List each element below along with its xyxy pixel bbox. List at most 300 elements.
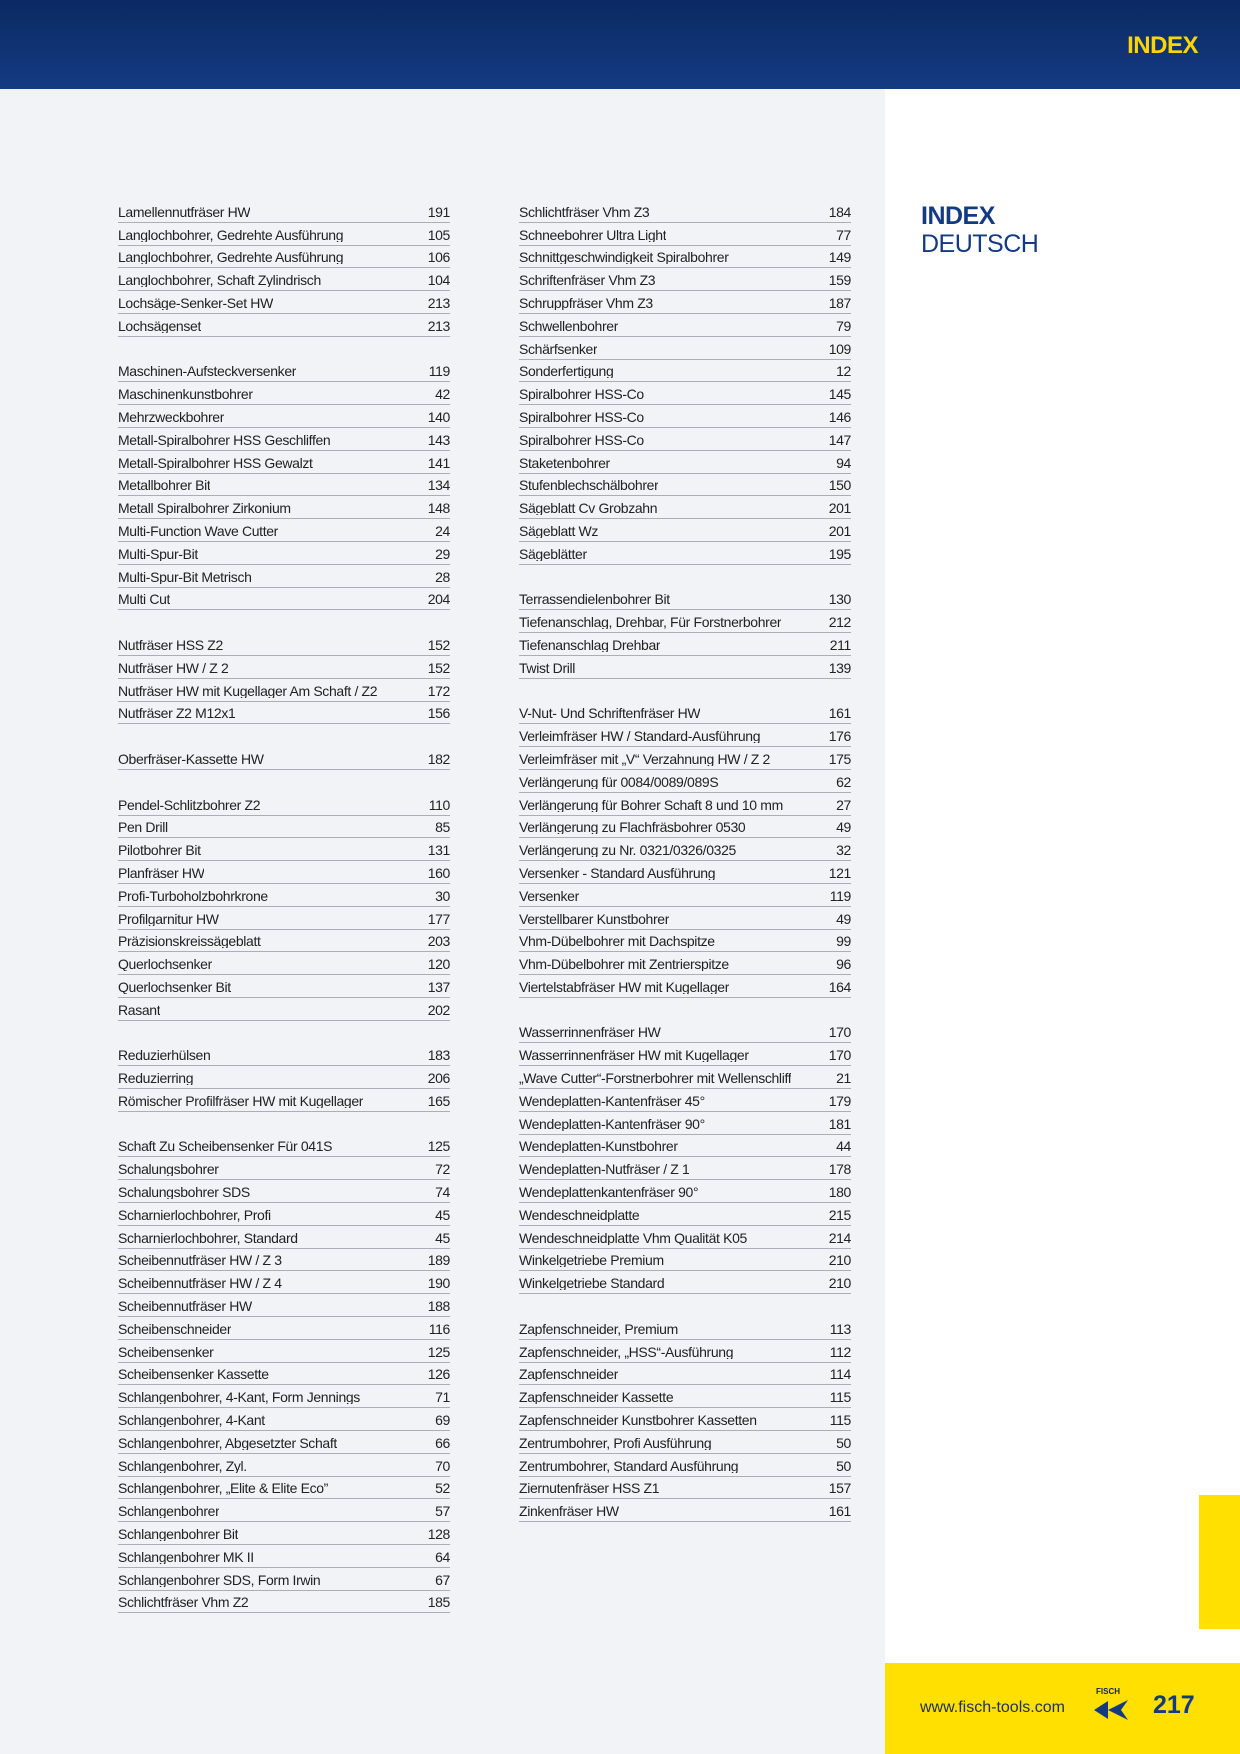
index-entry (519, 223, 851, 246)
index-entry (519, 1135, 851, 1158)
index-entry (519, 1226, 851, 1249)
index-entry-name: Schlangenbohrer, 4-Kant (118, 1413, 265, 1428)
header-title: INDEX (1127, 32, 1198, 59)
index-entry-page: 72 (435, 1161, 450, 1178)
index-entry-page: 128 (427, 1526, 450, 1543)
index-entry-name: Schneebohrer Ultra Light (519, 227, 667, 242)
index-entry-name: Planfräser HW (118, 865, 205, 880)
index-entry-name: Wendeplattenkantenfräser 90° (519, 1185, 699, 1200)
index-entry-page: 120 (427, 956, 450, 973)
index-entry-page: 66 (435, 1434, 450, 1451)
index-entry (519, 360, 851, 383)
index-entry (118, 1568, 450, 1591)
index-entry-page: 116 (428, 1320, 450, 1337)
index-entry-name: Sägeblatt Cv Grobzahn (519, 501, 658, 516)
index-entry-page: 104 (427, 272, 450, 289)
index-entry-page: 140 (427, 408, 450, 425)
index-entry (118, 268, 450, 291)
index-entry-name: Multi-Spur-Bit (118, 546, 198, 561)
index-entry (118, 474, 450, 497)
index-entry-name: Rasant (118, 1002, 161, 1017)
index-entry-name: Schruppfräser Vhm Z3 (519, 295, 653, 310)
index-entry-page: 177 (427, 910, 450, 927)
index-entry-page: 62 (836, 773, 851, 790)
index-entry-page: 130 (828, 591, 851, 608)
index-entry (519, 838, 851, 861)
index-entry-page: 210 (828, 1275, 851, 1292)
index-entry-page: 52 (435, 1480, 450, 1497)
index-entry-name: Sägeblatt Wz (519, 523, 599, 538)
index-entry-name: Wendeplatten-Nutfräser / Z 1 (519, 1162, 690, 1177)
index-entry-page: 189 (427, 1252, 450, 1269)
index-entry-page: 114 (829, 1366, 851, 1383)
index-entry-page: 42 (435, 386, 450, 403)
index-entry-page: 182 (427, 750, 450, 767)
index-entry (519, 1385, 851, 1408)
index-entry-name: Zapfenschneider Kassette (519, 1390, 674, 1405)
index-entry-name: Maschinenkunstbohrer (118, 387, 253, 402)
index-entry (519, 884, 851, 907)
index-entry-name: Wendeschneidplatte Vhm Qualität K05 (519, 1230, 747, 1245)
index-entry (519, 724, 851, 747)
index-entry-name: Winkelgetriebe Premium (519, 1253, 664, 1268)
index-entry-name: Langlochbohrer, Gedrehte Ausführung (118, 227, 344, 242)
index-entry (519, 747, 851, 770)
index-entry (519, 816, 851, 839)
index-entry (519, 474, 851, 497)
index-entry-name: Spiralbohrer HSS-Co (519, 432, 644, 447)
index-entry (519, 314, 851, 337)
index-entry-name: Pilotbohrer Bit (118, 843, 201, 858)
index-entry-page: 106 (427, 249, 450, 266)
index-entry (118, 1340, 450, 1363)
index-entry-page: 156 (427, 705, 450, 722)
index-entry (519, 496, 851, 519)
index-entry-name: Scheibennutfräser HW (118, 1299, 252, 1314)
index-entry-page: 115 (829, 1389, 851, 1406)
index-entry-page: 179 (828, 1092, 851, 1109)
index-entry-name: Scheibensenker (118, 1344, 214, 1359)
index-entry-page: 49 (836, 819, 851, 836)
index-entry (118, 1317, 450, 1340)
index-entry-name: Winkelgetriebe Standard (519, 1276, 665, 1291)
index-entry (118, 656, 450, 679)
index-entry-name: Lochsägenset (118, 318, 201, 333)
index-entry-name: Zinkenfräser HW (519, 1504, 619, 1519)
index-section-gap (519, 998, 851, 1021)
index-entry-page: 146 (828, 408, 851, 425)
index-entry-name: Zentrumbohrer, Profi Ausführung (519, 1435, 712, 1450)
index-entry-name: Multi-Function Wave Cutter (118, 523, 278, 538)
index-entry-page: 57 (435, 1503, 450, 1520)
index-entry-page: 69 (435, 1412, 450, 1429)
index-entry (519, 291, 851, 314)
index-entry (118, 1363, 450, 1386)
index-entry-name: Schwellenbohrer (519, 318, 619, 333)
index-entry (519, 861, 851, 884)
footer-url-link[interactable]: www.fisch-tools.com (920, 1699, 1065, 1716)
index-entry (519, 930, 851, 953)
index-entry-page: 152 (427, 659, 450, 676)
index-entry-name: Schlangenbohrer, Abgesetzter Schaft (118, 1435, 337, 1450)
index-entry-page: 113 (829, 1320, 851, 1337)
index-entry-page: 213 (427, 294, 450, 311)
index-entry (118, 1226, 450, 1249)
index-section-gap (519, 679, 851, 702)
index-entry-name: Querlochsenker Bit (118, 979, 231, 994)
index-section-gap (118, 610, 450, 633)
index-entry (519, 1157, 851, 1180)
index-entry-page: 45 (435, 1206, 450, 1223)
index-entry (519, 1203, 851, 1226)
header-bar (0, 0, 1240, 89)
index-entry-page: 160 (427, 864, 450, 881)
index-entry-page: 44 (836, 1138, 851, 1155)
index-entry-page: 161 (828, 705, 851, 722)
index-entry (118, 291, 450, 314)
index-entry (118, 246, 450, 269)
index-entry (118, 1408, 450, 1431)
index-entry-name: Maschinen-Aufsteckversenker (118, 364, 297, 379)
index-entry (519, 1021, 851, 1044)
index-entry (519, 1271, 851, 1294)
index-column-right (519, 200, 851, 1522)
index-entry-name: Schlangenbohrer, „Elite & Elite Eco” (118, 1481, 328, 1496)
index-entry (519, 1431, 851, 1454)
index-entry (118, 565, 450, 588)
index-entry-name: Profi-Turboholzbohrkrone (118, 888, 268, 903)
index-entry (519, 337, 851, 360)
index-entry-page: 148 (427, 500, 450, 517)
index-entry-name: Wasserrinnenfräser HW (519, 1025, 661, 1040)
index-entry (519, 952, 851, 975)
index-entry-name: Mehrzweckbohrer (118, 409, 225, 424)
index-entry (519, 1089, 851, 1112)
index-entry (118, 519, 450, 542)
index-entry-name: Wendeplatten-Kunstbohrer (519, 1139, 678, 1154)
index-entry-page: 190 (427, 1275, 450, 1292)
index-entry-name: Schlangenbohrer, Zyl. (118, 1458, 247, 1473)
index-entry (118, 1180, 450, 1203)
index-entry-name: Verstellbarer Kunstbohrer (519, 911, 670, 926)
index-entry-page: 28 (435, 568, 450, 585)
index-entry-name: Zapfenschneider (519, 1367, 619, 1382)
index-entry (118, 1157, 450, 1180)
index-entry-page: 201 (828, 522, 851, 539)
index-entry-page: 164 (828, 978, 851, 995)
index-entry-name: Terrassendielenbohrer Bit (519, 592, 670, 607)
index-entry-name: Tiefenanschlag, Drehbar, Für Forstnerbohrer (519, 615, 782, 630)
index-entry-name: Schlangenbohrer (118, 1504, 220, 1519)
index-entry-name: Staketenbohrer (519, 455, 610, 470)
index-entry (118, 1431, 450, 1454)
index-entry (118, 1043, 450, 1066)
index-entry-name: Langlochbohrer, Schaft Zylindrisch (118, 273, 321, 288)
index-entry-page: 201 (828, 500, 851, 517)
index-entry-page: 157 (828, 1480, 851, 1497)
index-entry-page: 70 (435, 1457, 450, 1474)
index-entry-page: 105 (427, 226, 450, 243)
index-entry-name: Wendeplatten-Kantenfräser 45° (519, 1093, 705, 1108)
index-entry-name: Scheibenschneider (118, 1321, 232, 1336)
index-entry (118, 1089, 450, 1112)
index-entry-name: Profilgarnitur HW (118, 911, 219, 926)
index-entry-name: Sägeblätter (519, 546, 587, 561)
index-entry-name: Multi-Spur-Bit Metrisch (118, 569, 252, 584)
index-entry-page: 96 (836, 956, 851, 973)
index-entry-name: Spiralbohrer HSS-Co (519, 387, 644, 402)
index-entry-page: 187 (828, 294, 851, 311)
index-entry-name: Oberfräser-Kassette HW (118, 751, 264, 766)
index-entry-page: 32 (836, 842, 851, 859)
index-column-left (118, 200, 450, 1613)
index-entry-name: Ziernutenfräser HSS Z1 (519, 1481, 660, 1496)
section-title (921, 202, 1038, 258)
index-entry-name: Verleimfräser HW / Standard-Ausführung (519, 729, 761, 744)
index-entry-name: Spiralbohrer HSS-Co (519, 409, 644, 424)
index-entry-page: 211 (829, 636, 851, 653)
index-entry-name: Lochsäge-Senker-Set HW (118, 295, 273, 310)
index-entry (118, 747, 450, 770)
index-entry-page: 195 (828, 545, 851, 562)
index-entry-name: Scheibennutfräser HW / Z 3 (118, 1253, 282, 1268)
chapter-tab-marker (1199, 1495, 1240, 1629)
index-section-gap (519, 565, 851, 588)
index-entry (519, 975, 851, 998)
index-section-gap (519, 1294, 851, 1317)
index-entry-page: 175 (828, 750, 851, 767)
index-entry (118, 679, 450, 702)
index-entry-page: 180 (828, 1184, 851, 1201)
index-entry-page: 188 (427, 1298, 450, 1315)
index-entry-page: 134 (427, 477, 450, 494)
index-entry-page: 71 (435, 1389, 450, 1406)
index-entry (519, 770, 851, 793)
index-entry (118, 588, 450, 611)
index-entry (118, 1294, 450, 1317)
index-entry-name: Zapfenschneider, Premium (519, 1321, 678, 1336)
index-entry-page: 149 (828, 249, 851, 266)
index-entry (519, 1112, 851, 1135)
index-entry (118, 542, 450, 565)
fisch-logo (1090, 1687, 1134, 1727)
index-entry-name: Vhm-Dübelbohrer mit Zentrierspitze (519, 957, 729, 972)
index-entry-name: Twist Drill (519, 660, 576, 675)
index-entry-name: Tiefenanschlag Drehbar (519, 637, 661, 652)
index-entry-name: „Wave Cutter“-Forstnerbohrer mit Wellenschliff (519, 1071, 792, 1086)
index-entry (519, 542, 851, 565)
index-entry-name: Schlangenbohrer, 4-Kant, Form Jennings (118, 1390, 360, 1405)
index-entry (519, 702, 851, 725)
index-entry-name: V-Nut- Und Schriftenfräser HW (519, 706, 701, 721)
index-entry-name: Zentrumbohrer, Standard Ausführung (519, 1458, 739, 1473)
index-entry-name: Versenker - Standard Ausführung (519, 865, 716, 880)
index-entry (519, 405, 851, 428)
index-entry (519, 1043, 851, 1066)
index-entry-page: 125 (427, 1343, 450, 1360)
index-entry-page: 64 (435, 1548, 450, 1565)
index-entry (118, 496, 450, 519)
index-entry (118, 1545, 450, 1568)
index-entry-page: 203 (427, 933, 450, 950)
index-entry (519, 1317, 851, 1340)
index-entry (519, 246, 851, 269)
index-entry (519, 428, 851, 451)
index-entry-name: Zapfenschneider Kunstbohrer Kassetten (519, 1413, 757, 1428)
fish-logo-icon (1094, 1699, 1130, 1721)
section-title-language: DEUTSCH (921, 230, 1039, 258)
index-entry-page: 94 (836, 454, 851, 471)
index-entry-name: Schlangenbohrer Bit (118, 1527, 239, 1542)
index-entry-page: 184 (828, 203, 851, 220)
index-entry (519, 1066, 851, 1089)
index-entry (519, 200, 851, 223)
index-entry-name: Versenker (519, 888, 579, 903)
index-entry-page: 206 (427, 1070, 450, 1087)
index-entry (118, 360, 450, 383)
index-entry-page: 119 (829, 887, 851, 904)
index-entry-name: Schalungsbohrer (118, 1162, 219, 1177)
index-entry-page: 29 (435, 545, 450, 562)
index-entry (118, 200, 450, 223)
index-entry-name: Stufenblechschälbohrer (519, 478, 659, 493)
index-entry (118, 428, 450, 451)
index-entry-name: Metallbohrer Bit (118, 478, 211, 493)
index-entry-page: 45 (435, 1229, 450, 1246)
index-entry-page: 212 (828, 614, 851, 631)
index-entry-name: Viertelstabfräser HW mit Kugellager (519, 979, 730, 994)
index-entry-name: Schlichtfräser Vhm Z2 (118, 1595, 249, 1610)
index-entry-name: Verlängerung für Bohrer Schaft 8 und 10 mm (519, 797, 783, 812)
index-entry-name: Scheibennutfräser HW / Z 4 (118, 1276, 282, 1291)
index-entry-page: 126 (427, 1366, 450, 1383)
index-entry-name: Nutfräser HW mit Kugellager Am Schaft / Z2 (118, 683, 378, 698)
index-entry-name: Schalungsbohrer SDS (118, 1185, 250, 1200)
index-entry (519, 1363, 851, 1386)
index-entry-page: 176 (828, 728, 851, 745)
index-entry-page: 109 (828, 340, 851, 357)
index-entry-page: 74 (435, 1184, 450, 1201)
index-entry-name: Zapfenschneider, „HSS“-Ausführung (519, 1344, 734, 1359)
index-entry-page: 143 (427, 431, 450, 448)
index-entry-page: 145 (828, 386, 851, 403)
index-entry-name: Metall-Spiralbohrer HSS Geschliffen (118, 432, 331, 447)
index-entry-page: 12 (836, 363, 851, 380)
index-entry-name: Schaft Zu Scheibensenker Für 041S (118, 1139, 333, 1154)
index-entry-page: 214 (828, 1229, 851, 1246)
index-entry (118, 1066, 450, 1089)
index-entry-name: Vhm-Dübelbohrer mit Dachspitze (519, 934, 715, 949)
index-entry-name: Metall Spiralbohrer Zirkonium (118, 501, 291, 516)
index-entry-name: Verlängerung zu Flachfräsbohrer 0530 (519, 820, 746, 835)
index-entry-name: Wendeschneidplatte (519, 1207, 640, 1222)
index-entry-name: Schlichtfräser Vhm Z3 (519, 204, 650, 219)
index-entry-page: 191 (427, 203, 450, 220)
index-entry (118, 1454, 450, 1477)
index-section-gap (118, 724, 450, 747)
index-entry-page: 85 (435, 819, 450, 836)
index-entry (519, 793, 851, 816)
index-entry (118, 702, 450, 725)
index-entry (519, 610, 851, 633)
index-entry-page: 119 (428, 363, 450, 380)
logo-brand-text: FISCH (1096, 1687, 1120, 1696)
index-entry-page: 147 (828, 431, 851, 448)
index-entry (519, 382, 851, 405)
index-entry-page: 30 (435, 887, 450, 904)
index-entry-name: Präzisionskreissägeblatt (118, 934, 261, 949)
index-entry-name: Scharnierlochbohrer, Profi (118, 1207, 271, 1222)
index-entry (118, 633, 450, 656)
index-entry (118, 861, 450, 884)
index-entry-name: Pen Drill (118, 820, 168, 835)
index-entry (519, 1408, 851, 1431)
index-entry-page: 21 (836, 1070, 851, 1087)
index-entry-name: Nutfräser Z2 M12x1 (118, 706, 236, 721)
index-entry-name: Wendeplatten-Kantenfräser 90° (519, 1116, 705, 1131)
index-entry-page: 49 (836, 910, 851, 927)
index-entry (118, 952, 450, 975)
index-entry (118, 1499, 450, 1522)
index-entry-name: Verlängerung für 0084/0089/089S (519, 774, 719, 789)
index-entry-page: 159 (828, 272, 851, 289)
index-entry (118, 1271, 450, 1294)
index-entry-page: 137 (427, 978, 450, 995)
index-entry-name: Schnittgeschwindigkeit Spiralbohrer (519, 250, 729, 265)
index-entry (519, 268, 851, 291)
index-section-gap (118, 770, 450, 793)
index-entry-page: 185 (427, 1594, 450, 1611)
index-entry (118, 1135, 450, 1158)
index-entry-name: Metall-Spiralbohrer HSS Gewalzt (118, 455, 313, 470)
index-section-gap (118, 1112, 450, 1135)
index-section-gap (118, 337, 450, 360)
index-entry-name: Querlochsenker (118, 957, 212, 972)
index-entry-page: 183 (427, 1047, 450, 1064)
index-entry-page: 27 (836, 796, 851, 813)
index-entry-name: Schriftenfräser Vhm Z3 (519, 273, 656, 288)
index-entry-page: 141 (427, 454, 450, 471)
index-entry-name: Reduzierhülsen (118, 1048, 211, 1063)
index-entry-page: 181 (828, 1115, 851, 1132)
index-entry (118, 884, 450, 907)
index-entry (118, 1203, 450, 1226)
index-entry-page: 67 (435, 1571, 450, 1588)
index-entry (519, 1340, 851, 1363)
index-entry-page: 215 (828, 1206, 851, 1223)
index-entry-page: 213 (427, 317, 450, 334)
index-entry (118, 223, 450, 246)
index-entry-page: 178 (828, 1161, 851, 1178)
index-entry-page: 115 (829, 1412, 851, 1429)
index-entry-page: 170 (828, 1047, 851, 1064)
index-entry (519, 1477, 851, 1500)
index-entry (118, 1477, 450, 1500)
index-entry-name: Pendel-Schlitzbohrer Z2 (118, 797, 261, 812)
index-entry-name: Wasserrinnenfräser HW mit Kugellager (519, 1048, 749, 1063)
index-entry-page: 170 (828, 1024, 851, 1041)
index-entry (118, 1385, 450, 1408)
index-entry-page: 121 (828, 864, 851, 881)
index-entry-page: 99 (836, 933, 851, 950)
index-entry (118, 998, 450, 1021)
section-title-index: INDEX (921, 202, 995, 230)
index-entry (118, 1249, 450, 1272)
index-entry-page: 210 (828, 1252, 851, 1269)
index-entry (118, 838, 450, 861)
footer-bar (885, 1663, 1240, 1754)
index-entry-page: 204 (427, 591, 450, 608)
